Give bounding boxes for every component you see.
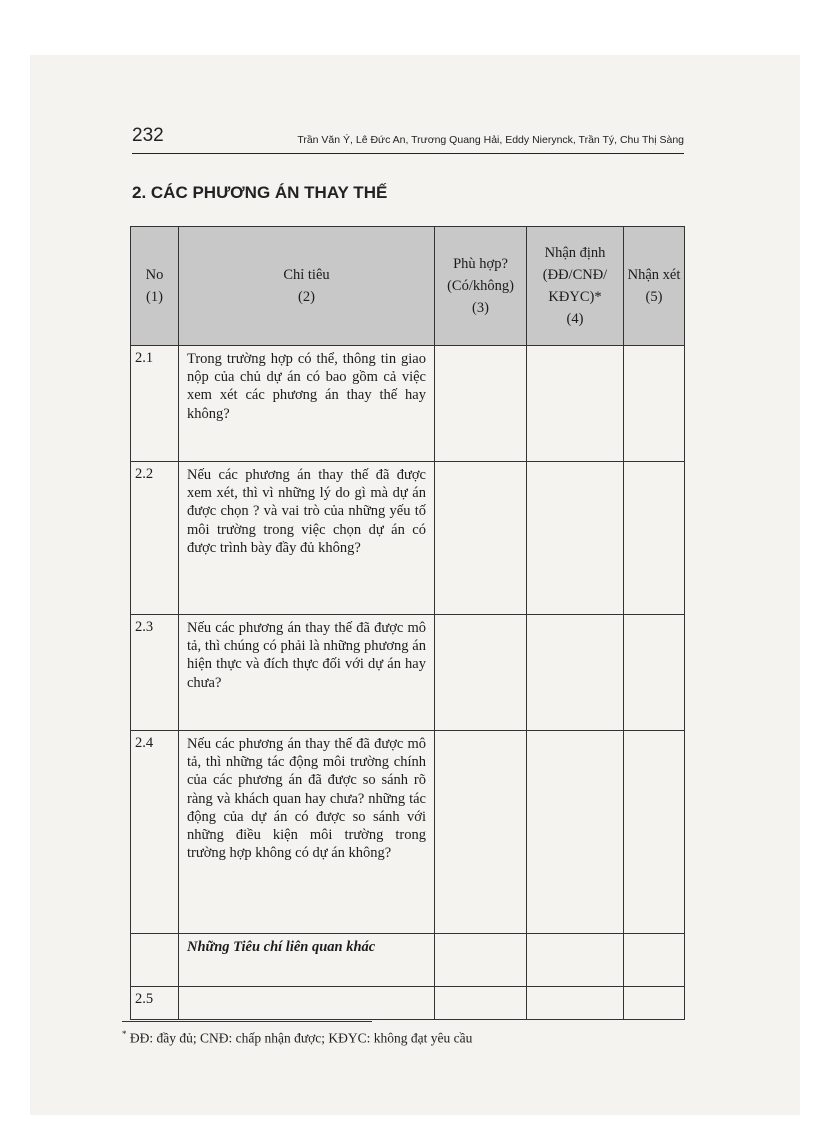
column-label: Nhận xét [627,267,681,283]
comment-cell[interactable] [624,934,685,987]
criterion-text: Nếu các phương án thay thế đã được mô tả, thì những tác động môi trường chính của các phương án đã được so sánh rõ ràng và khách quan hay chưa? những tác động của dự án có được so sánh với những điều kiện môi trường trong trường hợp không có dự án không? [179,731,435,934]
table-row [131,615,685,731]
table-row [131,346,685,462]
column-header-suitable [435,227,527,346]
row-number: 2.1 [131,346,179,462]
comment-cell[interactable] [624,462,685,615]
column-header-assessment [527,227,624,346]
suitable-cell[interactable] [435,934,527,987]
assessment-cell[interactable] [527,934,624,987]
footnote-divider [122,1021,372,1022]
column-label: Phù hợp? (Có/không) [447,256,514,294]
criterion-text: Nếu các phương án thay thế đã được mô tả, thì chúng có phải là những phương án hiện thực và đích thực đối với dự án hay chưa? [179,615,435,731]
column-number: (5) [645,289,663,305]
suitable-cell[interactable] [435,615,527,731]
assessment-cell[interactable] [527,987,624,1020]
running-header-authors: Trần Văn Ý, Lê Đức An, Trương Quang Hải, Eddy Nierynck, Trần Tý, Chu Thị Sàng [297,134,684,146]
column-label: No [145,267,164,283]
table-row [131,462,685,615]
column-label: Nhận định (ĐĐ/CNĐ/ KĐYC)* [542,245,608,305]
column-header-no [131,227,179,346]
criterion-text: Nếu các phương án thay thế đã được xem xét, thì vì những lý do gì mà dự án được chọn ? và vai trò của những yếu tố môi trường trong việc chọn dự án có được trình bày đầy đủ không? [179,462,435,615]
suitable-cell[interactable] [435,731,527,934]
page-number: 232 [132,125,164,146]
footnote-text: ĐĐ: đầy đủ; CNĐ: chấp nhận được; KĐYC: không đạt yêu cầu [126,1030,473,1046]
column-header-criteria [179,227,435,346]
suitable-cell[interactable] [435,987,527,1020]
assessment-cell[interactable] [527,462,624,615]
table-header-row [131,227,685,346]
comment-cell[interactable] [624,731,685,934]
comment-cell[interactable] [624,987,685,1020]
comment-cell[interactable] [624,615,685,731]
other-criteria-heading: Những Tiêu chí liên quan khác [179,934,435,987]
section-title: 2. CÁC PHƯƠNG ÁN THAY THẾ [132,183,388,202]
row-number: 2.3 [131,615,179,731]
comment-cell[interactable] [624,346,685,462]
table-row [131,987,685,1020]
row-number: 2.4 [131,731,179,934]
footnote-marker: * [122,1029,127,1039]
criteria-table [130,226,685,1020]
row-number: 2.5 [131,987,179,1020]
column-label: Chỉ tiêu [283,267,330,283]
column-number: (3) [472,300,489,316]
suitable-cell[interactable] [435,346,527,462]
column-number: (2) [298,289,315,305]
criterion-text: Trong trường hợp có thể, thông tin giao nộp của chủ dự án có bao gồm cả việc xem xét các phương án thay thế hay không? [179,346,435,462]
assessment-cell[interactable] [527,731,624,934]
criterion-text [179,987,435,1020]
table-row [131,934,685,987]
suitable-cell[interactable] [435,462,527,615]
column-header-comments [624,227,685,346]
page-header [132,123,684,154]
row-number [131,934,179,987]
row-number: 2.2 [131,462,179,615]
footnote [122,1029,472,1047]
table-row [131,731,685,934]
assessment-cell[interactable] [527,346,624,462]
column-number: (4) [566,311,584,327]
column-number: (1) [146,289,163,305]
assessment-cell[interactable] [527,615,624,731]
